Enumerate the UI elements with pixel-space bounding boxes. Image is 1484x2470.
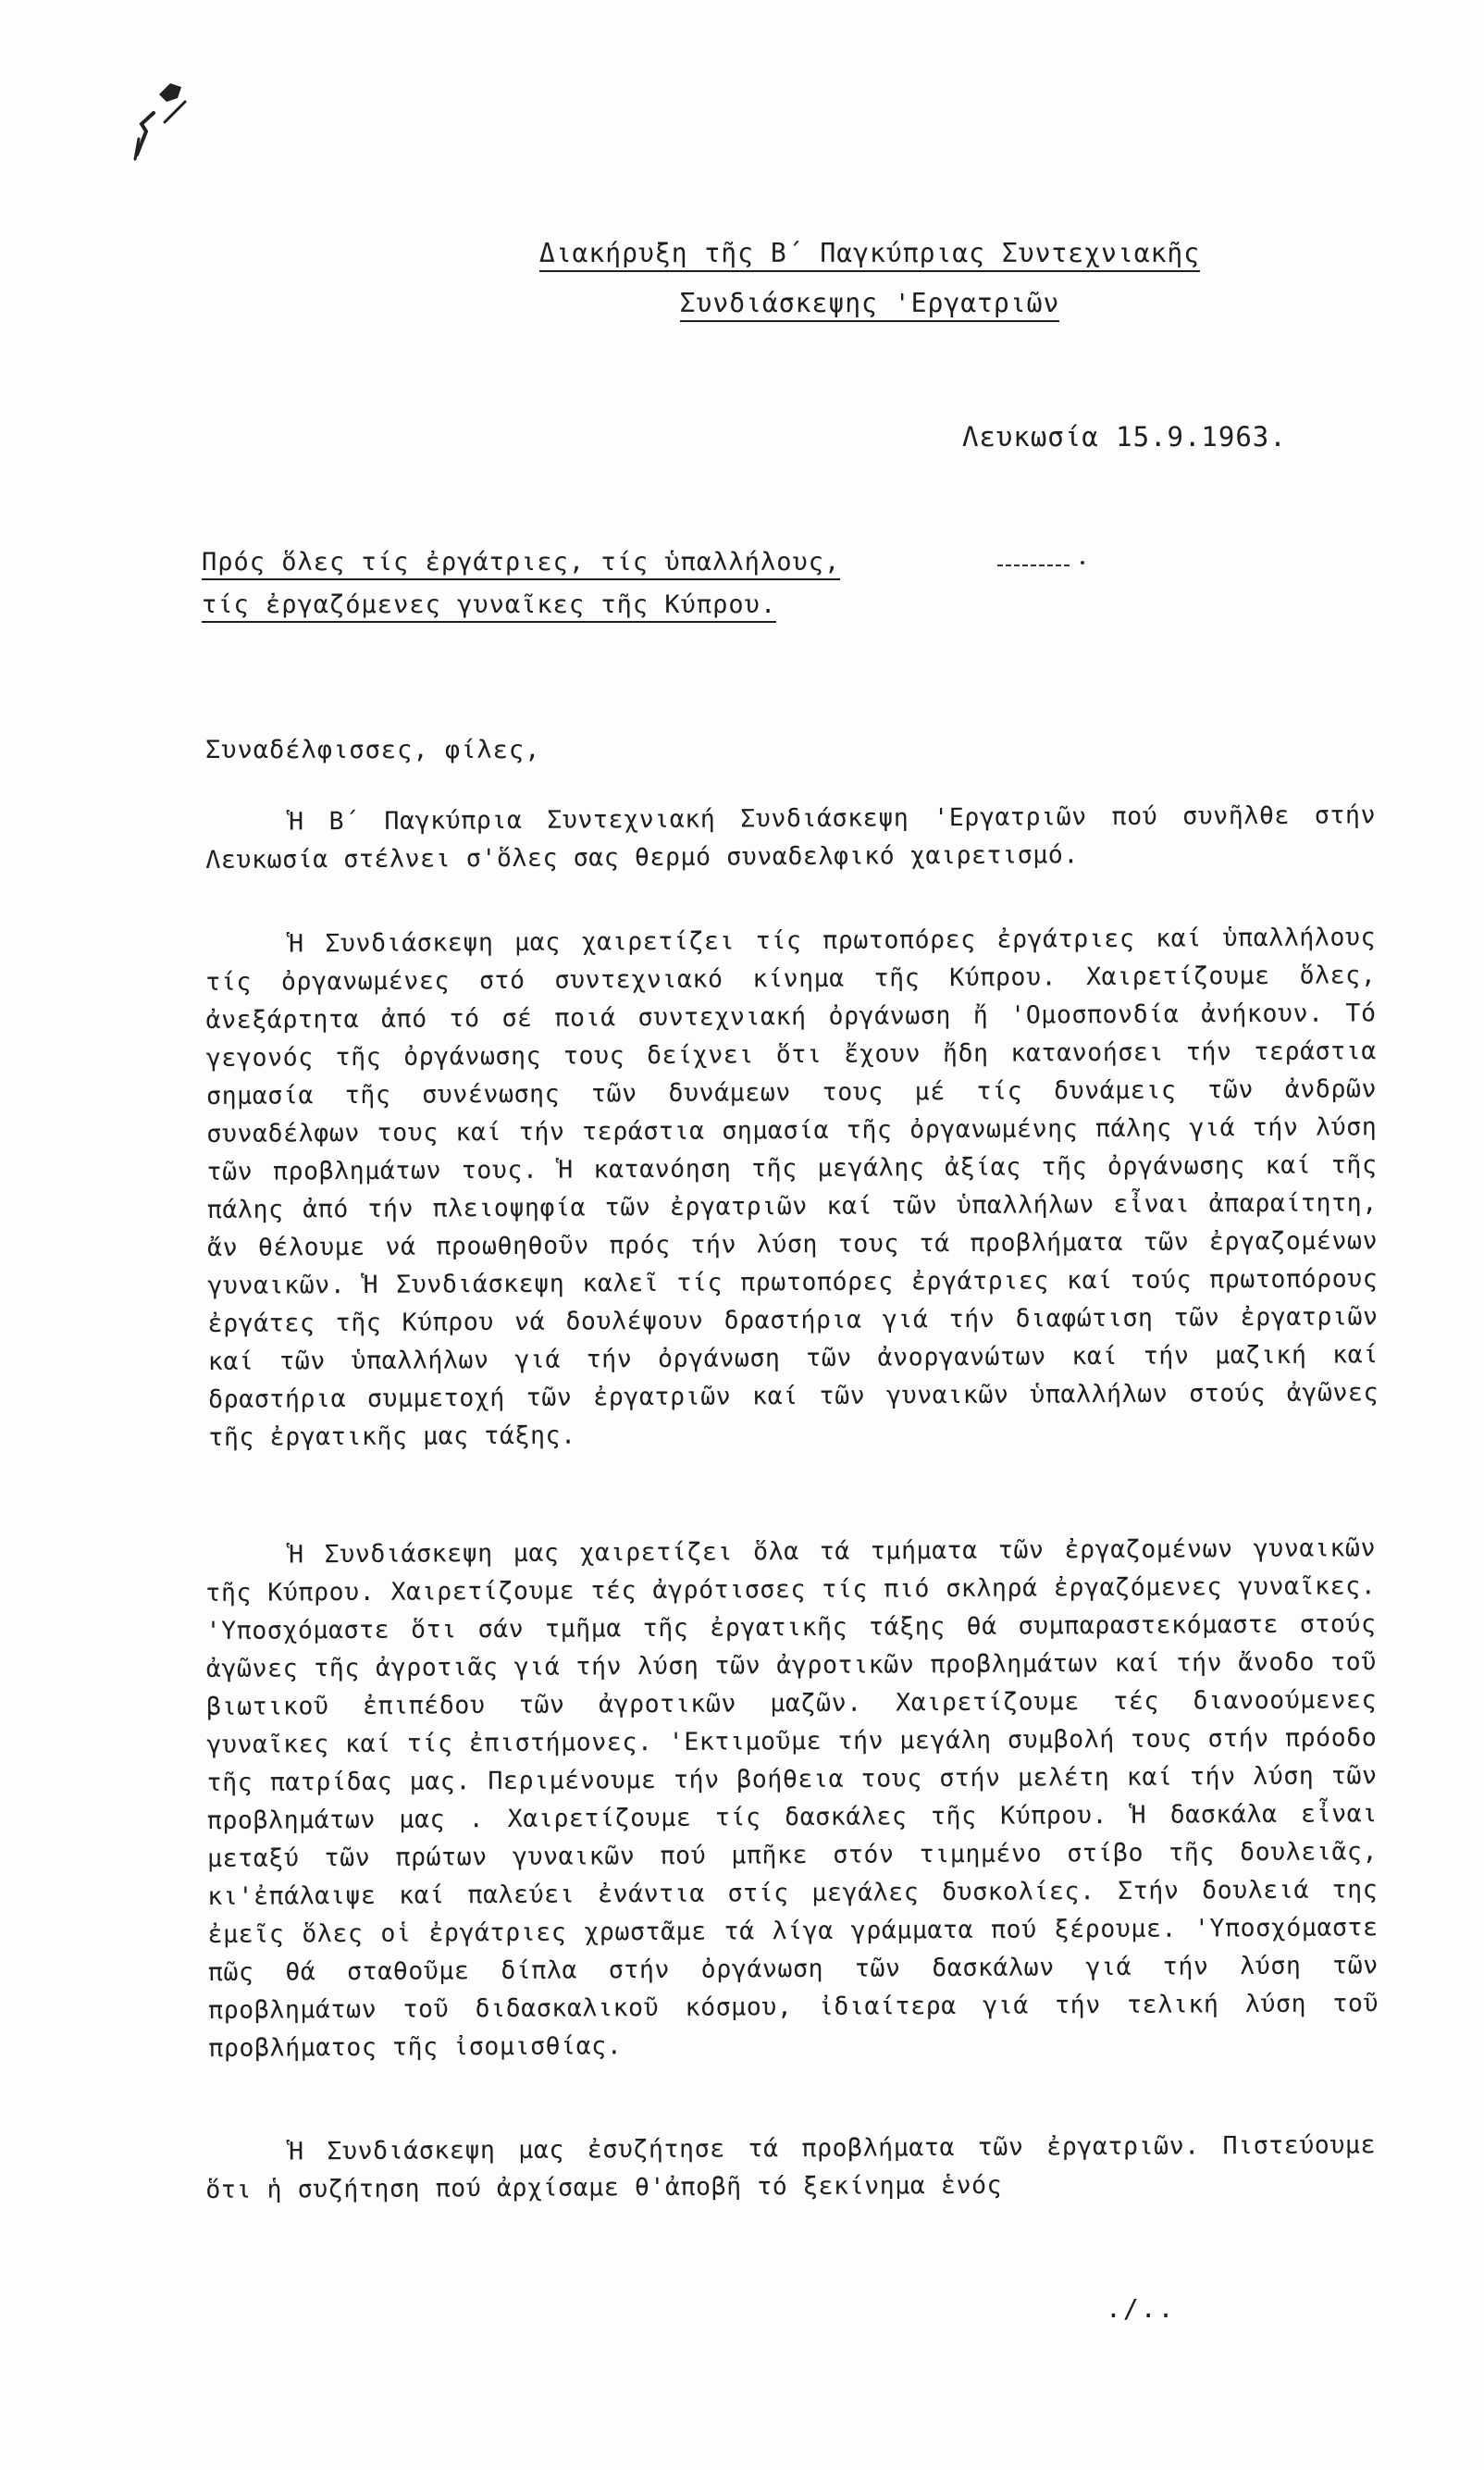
- recipient-line-2: τίς ἐργαζόμενες γυναῖκες τῆς Κύπρου.: [202, 590, 776, 623]
- handwritten-mark: [128, 67, 211, 168]
- title-line-1: Διακήρυξη τῆς Β΄ Παγκύπριας Συντεχνιακῆς: [539, 237, 1200, 272]
- paragraph-4: Ἡ Συνδιάσκεψη μας ἐσυζήτησε τά προβλήματα τῶν ἐργατριῶν. Πιστεύουμε ὅτι ἡ συζήτηση πού ἀρχίσαμε θ'ἀποβῆ τό ξεκίνημα ἑνός: [205, 2130, 1377, 2204]
- paragraph-3: Ἡ Συνδιάσκεψη μας χαιρετίζει ὅλα τά τμήματα τῶν ἐργαζομένων γυναικῶν τῆς Κύπρου. Χαιρετίζουμε τές ἀγρότισσες τίς πιό σκληρά ἐργαζόμενες γυναῖκες. 'Υποσχόμαστε ὅτι σάν τμῆμα τῆς ἐργατικῆς τάξης θά συμπαραστεκόμαστε στούς ἀγῶνες τῆς ἀγροτιᾶς γιά τήν λύση τῶν ἀγροτικῶν προβλημάτων καί τήν ἄνοδο τοῦ βιωτικοῦ ἐπιπέδου τῶν ἀγροτικῶν μαζῶν. Χαιρετίζουμε τές διανοούμενες γυναῖκες καί τίς ἐπιστήμονες. 'Εκτιμοῦμε τήν μεγάλη συμβολή τους στήν πρόοδο τῆς πατρίδας μας. Περιμένουμε τήν βοήθεια τους στήν μελέτη καί τήν λύση τῶν προβλημάτων μας . Χαιρετίζουμε τίς δασκάλες τῆς Κύπρου. Ἡ δασκάλα εἶναι μεταξύ τῶν πρώτων γυναικῶν πού μπῆκε στόν τιμημένο στίβο τῆς δουλειᾶς, κι'ἐπάλαιψε καί παλεύει ἐνάντια στίς μεγάλες δυσκολίες. Στήν δουλειά της ἐμεῖς ὅλες οἱ ἐργάτριες χρωστᾶμε τά λίγα γράμματα πού ξέρουμε. 'Υποσχόμαστε πῶς θά σταθοῦμε δίπλα στήν ὀργάνωση τῶν δασκάλων γιά τήν λύση τῶν προβλημάτων τοῦ διδασκαλικοῦ κόσμου, ἰδιαίτερα γιά τήν τελική λύση τοῦ προβλήματος τῆς ἰσομισθίας.: [205, 1533, 1379, 2063]
- paragraph-1: Ἡ Β΄ Παγκύπρια Συντεχνιακή Συνδιάσκεψη 'Εργατριῶν πού συνῆλθε στήν Λευκωσία στέλνει σ'ὅλες σας θερμό συναδελφικό χαιρετισμό.: [205, 801, 1377, 875]
- greeting: Συναδέλφισσες, φίλες,: [205, 736, 541, 764]
- recipient-line-1: Πρός ὅλες τίς ἐργάτριες, τίς ὑπαλλήλους,: [202, 548, 840, 580]
- document-date: Λευκωσία 15.9.1963.: [962, 421, 1287, 453]
- continued-mark: ./..: [1106, 2293, 1176, 2324]
- title-line-2: Συνδιάσκεψης 'Εργατριῶν: [680, 287, 1060, 322]
- recipient-block: [202, 541, 840, 627]
- dash-mark: [997, 560, 1085, 571]
- paragraph-2: Ἡ Συνδιάσκεψη μας χαιρετίζει τίς πρωτοπόρες ἐργάτριες καί ὑπαλλήλους τίς ὀργανωμένες στό συντεχνιακό κίνημα τῆς Κύπρου. Χαιρετίζουμε ὅλες, ἀνεξάρτητα ἀπό τό σέ ποιά συντεχνιακή ὀργάνωση ἤ 'Ομοσπονδία ἀνήκουν. Τό γεγονός τῆς ὀργάνωσης τους δείχνει ὅτι ἔχουν ἤδη κατανοήσει τήν τεράστια σημασία τῆς συνένωσης τῶν δυνάμεων τους μέ τίς δυνάμεις τῶν ἀνδρῶν συναδέλφων τους καί τήν τεράστια σημασία τῆς ὀργανωμένης πάλης γιά τήν λύση τῶν προβλημάτων τους. Ἡ κατανόηση τῆς μεγάλης ἀξίας τῆς ὀργάνωσης καί τῆς πάλης ἀπό τήν πλειοψηφία τῶν ἐργατριῶν καί τῶν ὑπαλλήλων εἶναι ἀπαραίτητη, ἄν θέλουμε νά προωθηθοῦν πρός τήν λύση τους τά προβλήματα τῶν ἐργαζομένων γυναικῶν. Ἡ Συνδιάσκεψη καλεῖ τίς πρωτοπόρες ἐργάτριες καί τούς πρωτοπόρους ἐργάτες τῆς Κύπρου νά δουλέψουν δραστήρια γιά τήν διαφώτιση τῶν ἐργατριῶν καί τῶν ὑπαλλήλων γιά τήν ὀργάνωση τῶν ἀνοργανώτων καί τήν μαζική καί δραστήρια συμμετοχή τῶν ἐργατριῶν καί τῶν γυναικῶν ὑπαλλήλων στούς ἀγῶνες τῆς ἐργατικῆς μας τάξης.: [205, 923, 1379, 1452]
- document-title: [518, 231, 1221, 331]
